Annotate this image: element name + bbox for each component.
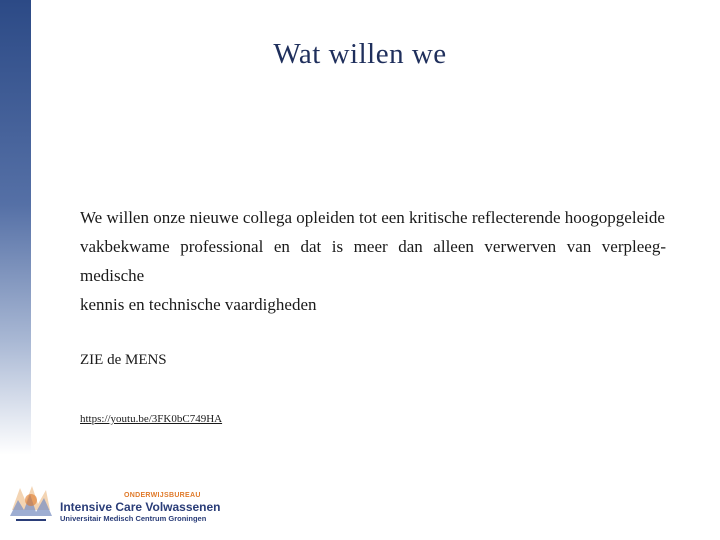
body-line: vakbekwame professional en dat is meer dan alleen verwerven van verpleeg-medische: [80, 237, 666, 285]
organization-logo: [6, 480, 221, 530]
logo-sub-text: Universitair Medisch Centrum Groningen: [60, 514, 207, 523]
youtube-link[interactable]: https://youtu.be/3FK0bC749HA: [80, 413, 223, 425]
body-line: kennis en technische vaardigheden: [80, 295, 317, 314]
logo-main-text: Intensive Care Volwassenen: [60, 500, 221, 514]
body-line: We willen onze nieuwe collega opleiden tot een kritische reflecterende hoogopgeleide: [80, 208, 665, 227]
slide-title: Wat willen we: [273, 38, 447, 70]
logo-top-text: ONDERWIJSBUREAU: [124, 492, 201, 499]
subheading: ZIE de MENS: [80, 352, 167, 368]
logo-emblem-icon: [6, 480, 56, 526]
slide-body: [80, 203, 666, 319]
